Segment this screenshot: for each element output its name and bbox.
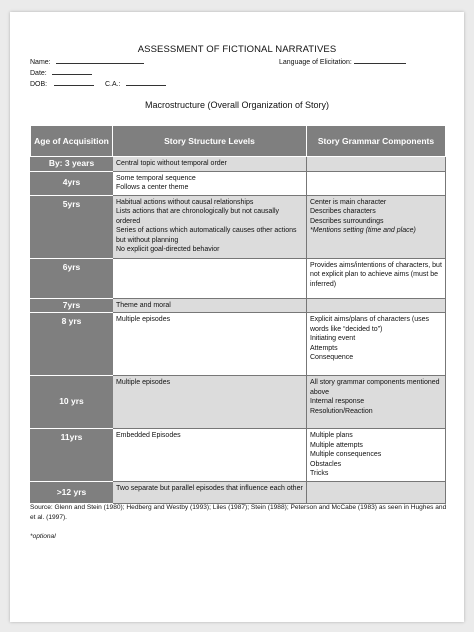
document-title: ASSESSMENT OF FICTIONAL NARRATIVES — [137, 44, 337, 55]
component-item: Multiple consequences — [310, 451, 382, 458]
ca-blank — [126, 78, 166, 86]
ca-field — [105, 78, 166, 88]
structure-item: Theme and moral — [116, 301, 171, 309]
table-row — [31, 376, 446, 429]
component-item: Describes characters — [310, 208, 376, 215]
column-header-structure: Story Structure Levels — [113, 126, 307, 157]
language-blank — [354, 56, 406, 64]
component-item: Multiple plans — [310, 432, 353, 439]
structure-cell — [113, 313, 307, 376]
age-cell: 10 yrs — [31, 376, 113, 429]
structure-cell — [113, 171, 307, 195]
column-header-components: Story Grammar Components — [307, 126, 446, 157]
date-label: Date: — [30, 70, 47, 77]
age-cell: By: 3 years — [31, 157, 113, 172]
component-item: Attempts — [310, 344, 338, 352]
component-item: Provides aims/intentions of characters, but not explicit plan to achieve aims (must be inferred) — [310, 261, 442, 288]
table-row — [31, 429, 446, 482]
name-field — [30, 56, 144, 66]
section-subtitle: Macrostructure (Overall Organization of Story) — [144, 100, 330, 110]
language-field — [279, 56, 406, 66]
component-item: Resolution/Reaction — [310, 407, 373, 415]
component-item: All story grammar components mentioned above — [310, 379, 440, 396]
table-row — [31, 157, 446, 172]
source-citation: Source: Glenn and Stein (1980); Hedberg and Westby (1993); Liles (1987); Stein (1988); Peterson and McCabe (1983) as seen in Hughes and et al. (1997). — [30, 504, 447, 521]
structure-cell — [113, 376, 307, 429]
structure-cell — [113, 195, 307, 258]
structure-item: Series of actions which automatically causes other actions but without planning — [116, 227, 297, 244]
component-item: Tricks — [310, 470, 329, 477]
components-cell — [307, 157, 446, 172]
component-item: Describes surroundings — [310, 217, 384, 225]
table-header-row — [31, 126, 446, 157]
dob-blank — [54, 78, 94, 86]
components-cell — [307, 258, 446, 298]
age-cell: 11yrs — [31, 429, 113, 482]
date-blank — [52, 67, 92, 75]
structure-item: Lists actions that are chronologically but not causally ordered — [116, 208, 280, 225]
age-cell: 8 yrs — [31, 313, 113, 376]
structure-cell — [113, 482, 307, 504]
table-row — [31, 258, 446, 298]
column-header-age: Age of Acquisition — [31, 126, 113, 157]
structure-item: Some temporal sequence — [116, 174, 196, 182]
macrostructure-table — [30, 125, 446, 504]
component-item: Explicit aims/plans of characters (uses words like “decided to”) — [310, 316, 430, 333]
name-label: Name: — [30, 59, 51, 66]
structure-item: Follows a center theme — [116, 184, 189, 191]
age-cell: 6yrs — [31, 258, 113, 298]
table-row — [31, 195, 446, 258]
structure-item: Habitual actions without causal relationships — [116, 198, 254, 206]
table-row — [31, 313, 446, 376]
components-cell — [307, 298, 446, 313]
age-cell: 5yrs — [31, 195, 113, 258]
structure-cell — [113, 429, 307, 482]
structure-cell — [113, 157, 307, 172]
structure-item: Multiple episodes — [116, 316, 171, 323]
name-blank — [56, 56, 144, 64]
component-item: Internal response — [310, 398, 365, 405]
table-row — [31, 482, 446, 504]
component-item: Consequence — [310, 354, 354, 361]
components-cell — [307, 171, 446, 195]
components-cell — [307, 482, 446, 504]
age-cell: 4yrs — [31, 171, 113, 195]
component-item: Multiple attempts — [310, 441, 363, 449]
components-cell — [307, 195, 446, 258]
component-item-optional: *Mentions setting (time and place) — [310, 227, 416, 234]
table-row — [31, 298, 446, 313]
structure-cell — [113, 298, 307, 313]
structure-item: No explicit goal-directed behavior — [116, 246, 220, 253]
structure-item: Multiple episodes — [116, 379, 171, 386]
date-field — [30, 67, 92, 77]
optional-footnote: *optional — [30, 533, 56, 540]
ca-label: C.A.: — [105, 81, 121, 88]
structure-cell — [113, 258, 307, 298]
age-cell: >12 yrs — [31, 482, 113, 504]
component-item: Obstacles — [310, 460, 342, 468]
structure-item: Two separate but parallel episodes that influence each other — [116, 485, 303, 492]
structure-item: Central topic without temporal order — [116, 160, 227, 167]
components-cell — [307, 429, 446, 482]
dob-label: DOB: — [30, 81, 48, 88]
components-cell — [307, 376, 446, 429]
component-item: Center is main character — [310, 198, 387, 206]
component-item: Initiating event — [310, 335, 356, 342]
table-row — [31, 171, 446, 195]
age-cell: 7yrs — [31, 298, 113, 313]
language-label: Language of Elicitation: — [279, 59, 352, 66]
components-cell — [307, 313, 446, 376]
dob-field — [30, 78, 94, 88]
structure-item: Embedded Episodes — [116, 432, 181, 439]
